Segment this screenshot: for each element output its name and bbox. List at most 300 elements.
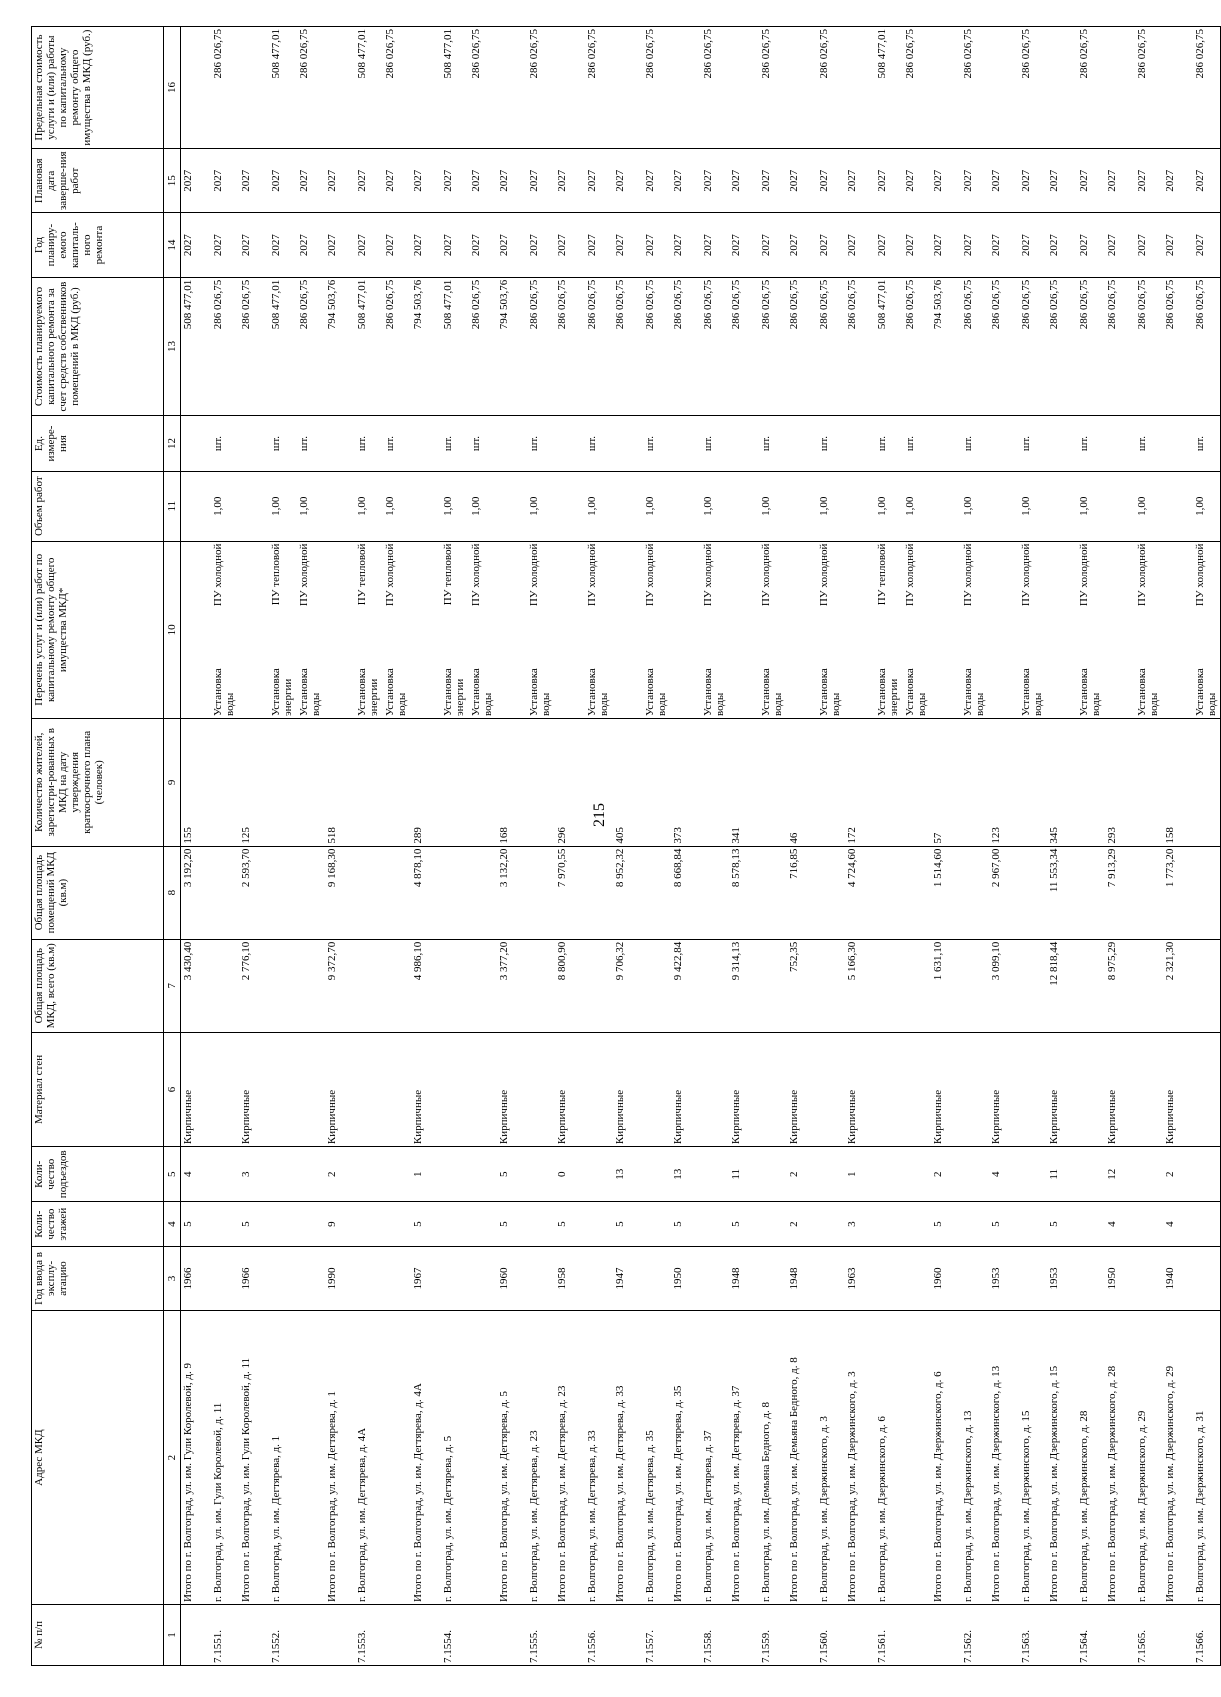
- end-date-cell: 2027: [1163, 149, 1193, 213]
- empty-cell: [469, 1147, 497, 1202]
- work-object-tail: воды: [223, 692, 236, 717]
- limit-cell: [671, 27, 701, 149]
- num-cell: 7.1565.: [1135, 1605, 1163, 1666]
- unit-cell: шт.: [643, 416, 671, 471]
- num-cell: [671, 1605, 701, 1666]
- plan-year-cell: 2027: [1163, 213, 1193, 277]
- floors-cell: 5: [613, 1202, 643, 1246]
- empty-cell: [585, 1202, 613, 1246]
- volume-cell: 1,00: [355, 471, 383, 541]
- limit-cell: [1047, 27, 1077, 149]
- work-text: Установка: [383, 668, 396, 717]
- work-cell: [931, 541, 961, 718]
- area-rooms-cell: 9 168,30: [325, 846, 355, 939]
- area-rooms-cell: 7 970,55: [555, 846, 585, 939]
- cost-cell: 286 026,75: [555, 277, 585, 416]
- end-date-cell: 2027: [817, 149, 845, 213]
- work-cell: [1163, 541, 1193, 718]
- address-cell: [469, 1311, 497, 1605]
- plan-year-cell: 2027: [613, 213, 643, 277]
- capital-repair-table: [31, 26, 1221, 1666]
- empty-cell: [1077, 939, 1105, 1032]
- total-row: [931, 27, 961, 1666]
- address-cell: Итого по г. Волгоград, ул. им. Демьяна Бедного, д. 8: [787, 1311, 817, 1605]
- cost-cell: 794 503,76: [325, 277, 355, 416]
- address-cell: г. Волгоград, ул. им. Дзержинского, д. 31: [1193, 1311, 1221, 1605]
- year-cell: 1950: [671, 1246, 701, 1310]
- work-cell: [383, 541, 411, 718]
- column-number: 9: [164, 719, 181, 847]
- material-cell: Кирпичные: [1163, 1032, 1193, 1146]
- end-date-cell: 2027: [1135, 149, 1163, 213]
- empty-cell: [759, 1246, 787, 1310]
- end-date-cell: 2027: [555, 149, 585, 213]
- work-text: Установка: [643, 668, 656, 717]
- volume-cell: 1,00: [383, 471, 411, 541]
- work-cell: [1105, 541, 1135, 718]
- area-rooms-cell: 11 553,34: [1047, 846, 1077, 939]
- material-cell: Кирпичные: [931, 1032, 961, 1146]
- work-cell: [355, 541, 383, 718]
- volume-cell: 1,00: [1077, 471, 1105, 541]
- item-row: [383, 27, 411, 1666]
- num-cell: [845, 1605, 875, 1666]
- column-number: 1: [164, 1605, 181, 1666]
- cost-cell: 286 026,75: [1135, 277, 1163, 416]
- column-header: Плановая дата заверше-ния работ: [32, 149, 164, 213]
- year-cell: 1948: [787, 1246, 817, 1310]
- plan-year-cell: 2027: [701, 213, 729, 277]
- area-total-cell: 8 975,29: [1105, 939, 1135, 1032]
- work-cell: [555, 541, 585, 718]
- plan-year-cell: 2027: [497, 213, 527, 277]
- work-object-tail: воды: [973, 692, 986, 717]
- item-row: [527, 27, 555, 1666]
- entrances-cell: 3: [239, 1147, 269, 1202]
- volume-cell: [729, 471, 759, 541]
- work-object-text: ПУ холодной: [469, 543, 482, 607]
- empty-cell: [817, 1032, 845, 1146]
- header-row: [32, 27, 164, 1666]
- year-cell: 1940: [1163, 1246, 1193, 1310]
- limit-cell: 286 026,75: [1019, 27, 1047, 149]
- total-row: [613, 27, 643, 1666]
- limit-cell: [729, 27, 759, 149]
- end-date-cell: 2027: [355, 149, 383, 213]
- plan-year-cell: 2027: [269, 213, 297, 277]
- num-cell: [497, 1605, 527, 1666]
- end-date-cell: 2027: [181, 149, 211, 213]
- floors-cell: 5: [239, 1202, 269, 1246]
- unit-cell: [181, 416, 211, 471]
- empty-cell: [355, 1202, 383, 1246]
- empty-cell: [759, 1202, 787, 1246]
- end-date-cell: 2027: [527, 149, 555, 213]
- column-header: Адрес МКД: [32, 1311, 164, 1605]
- address-cell: г. Волгоград, ул. им. Дзержинского, д. 15: [1019, 1311, 1047, 1605]
- empty-cell: [585, 1032, 613, 1146]
- total-row: [411, 27, 441, 1666]
- end-date-cell: 2027: [1047, 149, 1077, 213]
- residents-cell: 405: [613, 719, 643, 847]
- volume-cell: 1,00: [527, 471, 555, 541]
- end-date-cell: 2027: [269, 149, 297, 213]
- cost-cell: 286 026,75: [1077, 277, 1105, 416]
- plan-year-cell: 2027: [383, 213, 411, 277]
- unit-cell: [1163, 416, 1193, 471]
- floors-cell: 9: [325, 1202, 355, 1246]
- end-date-cell: 2027: [1077, 149, 1105, 213]
- empty-cell: [355, 1032, 383, 1146]
- unit-cell: шт.: [817, 416, 845, 471]
- unit-cell: [239, 416, 269, 471]
- address-cell: г. Волгоград, ул. им. Гули Королевой, д. 11: [211, 1311, 239, 1605]
- empty-cell: [961, 719, 989, 847]
- area-total-cell: 9 372,70: [325, 939, 355, 1032]
- limit-cell: 286 026,75: [961, 27, 989, 149]
- empty-cell: [469, 719, 497, 847]
- cost-cell: 794 503,76: [497, 277, 527, 416]
- year-cell: 1950: [1105, 1246, 1135, 1310]
- item-row: [1135, 27, 1163, 1666]
- residents-cell: 168: [497, 719, 527, 847]
- material-cell: Кирпичные: [729, 1032, 759, 1146]
- work-object-tail: воды: [309, 692, 322, 717]
- address-cell: г. Волгоград, ул. им. Дегтярева, д. 35: [643, 1311, 671, 1605]
- entrances-cell: 13: [613, 1147, 643, 1202]
- column-number: 16: [164, 27, 181, 149]
- rotated-page: [31, 26, 1218, 1666]
- empty-cell: [469, 1246, 497, 1310]
- volume-cell: 1,00: [297, 471, 325, 541]
- work-object-text: ПУ холодной: [759, 543, 772, 607]
- work-object-text: ПУ холодной: [643, 543, 656, 607]
- empty-cell: [875, 719, 903, 847]
- area-rooms-cell: 4 878,10: [411, 846, 441, 939]
- num-cell: [325, 1605, 355, 1666]
- empty-cell: [383, 1246, 411, 1310]
- entrances-cell: 2: [931, 1147, 961, 1202]
- item-row: [469, 27, 497, 1666]
- limit-cell: 286 026,75: [1135, 27, 1163, 149]
- area-rooms-cell: 7 913,29: [1105, 846, 1135, 939]
- year-cell: 1960: [931, 1246, 961, 1310]
- empty-cell: [441, 1202, 469, 1246]
- unit-cell: шт.: [1077, 416, 1105, 471]
- cost-cell: 286 026,75: [585, 277, 613, 416]
- work-object-text: ПУ холодной: [1193, 543, 1206, 607]
- plan-year-cell: 2027: [239, 213, 269, 277]
- volume-cell: [411, 471, 441, 541]
- empty-cell: [585, 1246, 613, 1310]
- empty-cell: [211, 1202, 239, 1246]
- area-rooms-cell: 8 952,32: [613, 846, 643, 939]
- plan-year-cell: 2027: [931, 213, 961, 277]
- column-header: Общая площадь помещений МКД (кв.м): [32, 846, 164, 939]
- volume-cell: 1,00: [817, 471, 845, 541]
- empty-cell: [211, 1147, 239, 1202]
- year-cell: 1966: [239, 1246, 269, 1310]
- work-cell: [269, 541, 297, 718]
- total-row: [1163, 27, 1193, 1666]
- cost-cell: 286 026,75: [527, 277, 555, 416]
- residents-cell: 341: [729, 719, 759, 847]
- unit-cell: шт.: [903, 416, 931, 471]
- cost-cell: 508 477,01: [181, 277, 211, 416]
- area-rooms-cell: 3 132,20: [497, 846, 527, 939]
- unit-cell: шт.: [875, 416, 903, 471]
- empty-cell: [355, 939, 383, 1032]
- column-header: Год ввода в эксплу-атацию: [32, 1246, 164, 1310]
- area-total-cell: 9 314,13: [729, 939, 759, 1032]
- limit-cell: 286 026,75: [759, 27, 787, 149]
- cost-cell: 286 026,75: [211, 277, 239, 416]
- work-text: Установка: [1135, 668, 1148, 717]
- residents-cell: 155: [181, 719, 211, 847]
- entrances-cell: 1: [411, 1147, 441, 1202]
- address-cell: Итого по г. Волгоград, ул. им. Дегтярева, д. 37: [729, 1311, 759, 1605]
- item-row: [297, 27, 325, 1666]
- empty-cell: [469, 1202, 497, 1246]
- num-cell: [297, 1605, 325, 1666]
- num-cell: [181, 1605, 211, 1666]
- limit-cell: 508 477,01: [269, 27, 297, 149]
- work-text: Установка: [903, 668, 916, 717]
- year-cell: 1958: [555, 1246, 585, 1310]
- empty-cell: [527, 1032, 555, 1146]
- empty-cell: [297, 939, 325, 1032]
- empty-cell: [297, 1202, 325, 1246]
- num-cell: 7.1558.: [701, 1605, 729, 1666]
- work-object-text: ПУ холодной: [585, 543, 598, 607]
- volume-cell: [325, 471, 355, 541]
- end-date-cell: 2027: [1105, 149, 1135, 213]
- item-row: [441, 27, 469, 1666]
- total-row: [787, 27, 817, 1666]
- floors-cell: 4: [1105, 1202, 1135, 1246]
- residents-cell: 296: [555, 719, 585, 847]
- material-cell: Кирпичные: [181, 1032, 211, 1146]
- empty-cell: [817, 1202, 845, 1246]
- unit-cell: [411, 416, 441, 471]
- empty-cell: [469, 939, 497, 1032]
- item-row: [1077, 27, 1105, 1666]
- area-total-cell: 752,35: [787, 939, 817, 1032]
- empty-cell: [1077, 1147, 1105, 1202]
- work-cell: [1135, 541, 1163, 718]
- limit-cell: [931, 27, 961, 149]
- limit-cell: 508 477,01: [441, 27, 469, 149]
- address-cell: Итого по г. Волгоград, ул. им. Дзержинского, д. 13: [989, 1311, 1019, 1605]
- empty-cell: [355, 846, 383, 939]
- work-cell: [527, 541, 555, 718]
- num-cell: [411, 1605, 441, 1666]
- entrances-cell: 12: [1105, 1147, 1135, 1202]
- material-cell: Кирпичные: [239, 1032, 269, 1146]
- work-cell: [701, 541, 729, 718]
- work-object-text: ПУ тепловой: [441, 543, 454, 606]
- table-body: [181, 27, 1221, 1666]
- floors-cell: 3: [845, 1202, 875, 1246]
- unit-cell: [325, 416, 355, 471]
- address-cell: г. Волгоград, ул. им. Дзержинского, д. 29: [1135, 1311, 1163, 1605]
- limit-cell: [497, 27, 527, 149]
- total-row: [1105, 27, 1135, 1666]
- plan-year-cell: 2027: [817, 213, 845, 277]
- limit-cell: [1105, 27, 1135, 149]
- empty-cell: [1135, 846, 1163, 939]
- work-object-text: ПУ холодной: [1135, 543, 1148, 607]
- total-row: [181, 27, 211, 1666]
- empty-cell: [269, 1202, 297, 1246]
- empty-cell: [1135, 1147, 1163, 1202]
- work-cell: [845, 541, 875, 718]
- empty-cell: [1019, 1202, 1047, 1246]
- empty-cell: [961, 939, 989, 1032]
- entrances-cell: 11: [729, 1147, 759, 1202]
- work-cell: [643, 541, 671, 718]
- empty-cell: [469, 1032, 497, 1146]
- limit-cell: 286 026,75: [297, 27, 325, 149]
- work-object-tail: воды: [539, 692, 552, 717]
- work-cell: [759, 541, 787, 718]
- limit-cell: [845, 27, 875, 149]
- column-number: 12: [164, 416, 181, 471]
- work-text: Установка: [527, 668, 540, 717]
- work-object-tail: воды: [597, 692, 610, 717]
- empty-cell: [1019, 1032, 1047, 1146]
- empty-cell: [383, 1032, 411, 1146]
- floors-cell: 4: [1163, 1202, 1193, 1246]
- num-cell: [613, 1605, 643, 1666]
- unit-cell: шт.: [355, 416, 383, 471]
- plan-year-cell: 2027: [585, 213, 613, 277]
- empty-cell: [903, 846, 931, 939]
- cost-cell: 508 477,01: [355, 277, 383, 416]
- empty-cell: [355, 1147, 383, 1202]
- volume-cell: 1,00: [441, 471, 469, 541]
- page-number: 215: [591, 803, 608, 827]
- address-cell: Итого по г. Волгоград, ул. им. Дзержинского, д. 6: [931, 1311, 961, 1605]
- volume-cell: 1,00: [1019, 471, 1047, 541]
- work-cell: [297, 541, 325, 718]
- empty-cell: [875, 1202, 903, 1246]
- volume-cell: [555, 471, 585, 541]
- limit-cell: [239, 27, 269, 149]
- column-number: 6: [164, 1032, 181, 1146]
- area-total-cell: 9 422,84: [671, 939, 701, 1032]
- address-cell: Итого по г. Волгоград, ул. им. Дзержинского, д. 29: [1163, 1311, 1193, 1605]
- end-date-cell: 2027: [411, 149, 441, 213]
- cost-cell: 286 026,75: [613, 277, 643, 416]
- empty-cell: [643, 939, 671, 1032]
- plan-year-cell: 2027: [787, 213, 817, 277]
- column-header: Предельная стоимость услуги и (или) работы по капитальному ремонту общего имущества в МКД (руб.): [32, 27, 164, 149]
- empty-cell: [875, 846, 903, 939]
- unit-cell: шт.: [469, 416, 497, 471]
- item-row: [759, 27, 787, 1666]
- column-number: 13: [164, 277, 181, 416]
- column-number: 11: [164, 471, 181, 541]
- volume-cell: [613, 471, 643, 541]
- area-rooms-cell: 2 967,00: [989, 846, 1019, 939]
- limit-cell: [181, 27, 211, 149]
- area-total-cell: 12 818,44: [1047, 939, 1077, 1032]
- empty-cell: [585, 846, 613, 939]
- plan-year-cell: 2027: [1105, 213, 1135, 277]
- empty-cell: [701, 1246, 729, 1310]
- entrances-cell: 13: [671, 1147, 701, 1202]
- address-cell: Итого по г. Волгоград, ул. им. Дзержинского, д. 3: [845, 1311, 875, 1605]
- work-cell: [613, 541, 643, 718]
- work-object-tail: воды: [915, 692, 928, 717]
- cost-cell: 286 026,75: [469, 277, 497, 416]
- work-text: Установка: [211, 668, 224, 717]
- empty-cell: [961, 846, 989, 939]
- work-object-tail: воды: [1031, 692, 1044, 717]
- num-cell: 7.1554.: [441, 1605, 469, 1666]
- area-total-cell: 2 776,10: [239, 939, 269, 1032]
- residents-cell: 46: [787, 719, 817, 847]
- cost-cell: 286 026,75: [239, 277, 269, 416]
- empty-cell: [297, 719, 325, 847]
- volume-cell: 1,00: [759, 471, 787, 541]
- column-number: 3: [164, 1246, 181, 1310]
- column-number: 15: [164, 149, 181, 213]
- residents-cell: 518: [325, 719, 355, 847]
- cost-cell: 286 026,75: [817, 277, 845, 416]
- floors-cell: 2: [787, 1202, 817, 1246]
- end-date-cell: 2027: [383, 149, 411, 213]
- empty-cell: [383, 1147, 411, 1202]
- unit-cell: шт.: [441, 416, 469, 471]
- volume-cell: 1,00: [269, 471, 297, 541]
- end-date-cell: 2027: [1193, 149, 1221, 213]
- work-text: Установка: [1193, 668, 1206, 717]
- limit-cell: 286 026,75: [701, 27, 729, 149]
- work-cell: [671, 541, 701, 718]
- plan-year-cell: 2027: [903, 213, 931, 277]
- empty-cell: [441, 719, 469, 847]
- entrances-cell: 4: [989, 1147, 1019, 1202]
- empty-cell: [1019, 846, 1047, 939]
- limit-cell: [613, 27, 643, 149]
- plan-year-cell: 2027: [555, 213, 585, 277]
- empty-cell: [1135, 1202, 1163, 1246]
- cost-cell: 794 503,76: [931, 277, 961, 416]
- cost-cell: 286 026,75: [1105, 277, 1135, 416]
- work-cell: [411, 541, 441, 718]
- limit-cell: 286 026,75: [1077, 27, 1105, 149]
- address-cell: Итого по г. Волгоград, ул. им. Дегтярева, д. 23: [555, 1311, 585, 1605]
- plan-year-cell: 2027: [1047, 213, 1077, 277]
- cost-cell: 286 026,75: [759, 277, 787, 416]
- cost-cell: 286 026,75: [961, 277, 989, 416]
- limit-cell: [555, 27, 585, 149]
- unit-cell: [787, 416, 817, 471]
- num-cell: 7.1553.: [355, 1605, 383, 1666]
- column-header: № п/п: [32, 1605, 164, 1666]
- item-row: [269, 27, 297, 1666]
- num-cell: 7.1562.: [961, 1605, 989, 1666]
- entrances-cell: 1: [845, 1147, 875, 1202]
- empty-cell: [817, 719, 845, 847]
- cost-cell: 286 026,75: [297, 277, 325, 416]
- residents-cell: 345: [1047, 719, 1077, 847]
- column-number: 7: [164, 939, 181, 1032]
- empty-cell: [817, 1147, 845, 1202]
- volume-cell: 1,00: [643, 471, 671, 541]
